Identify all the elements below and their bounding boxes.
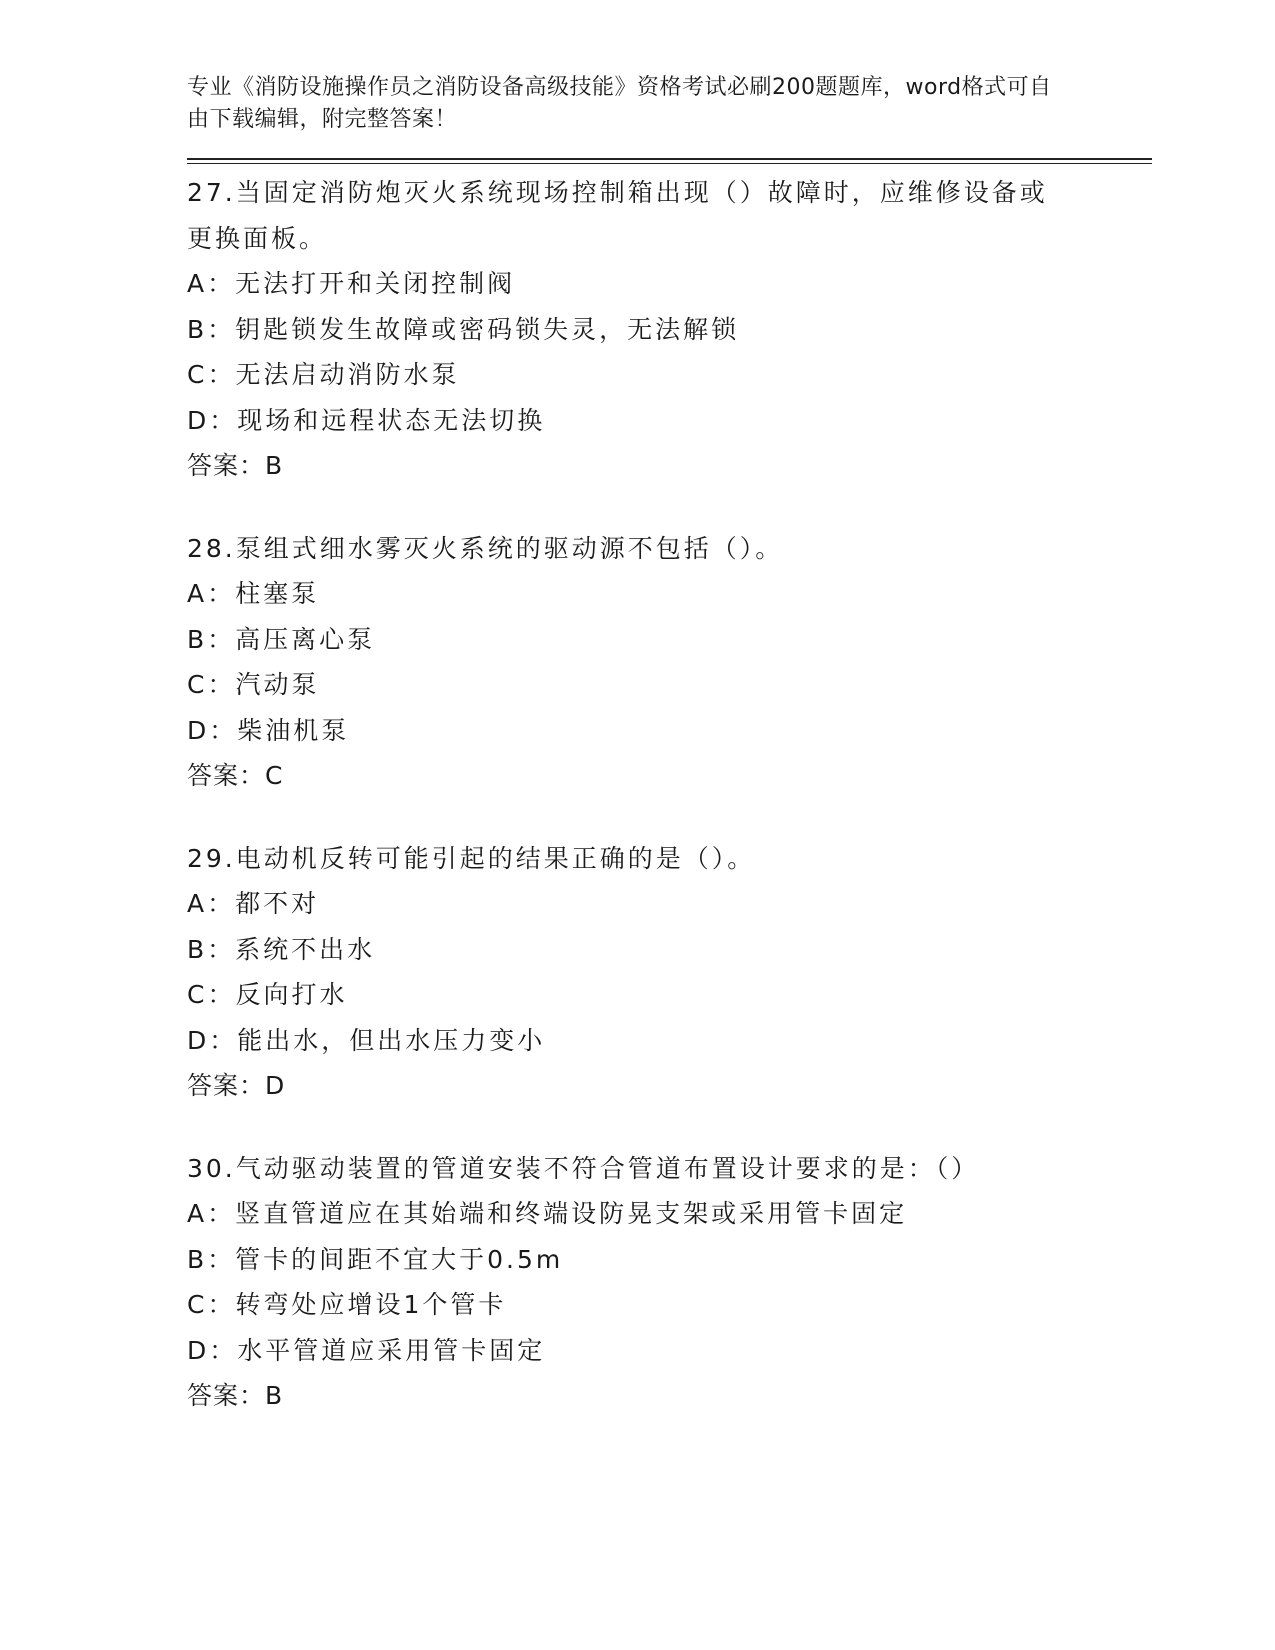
- answer-line: [187, 1373, 1147, 1419]
- answer-value: B: [265, 1381, 284, 1410]
- header-divider: [187, 158, 1152, 164]
- question-stem: 30.气动驱动装置的管道安装不符合管道布置设计要求的是：（）: [187, 1153, 980, 1183]
- answer-label: 答案：: [187, 1381, 266, 1410]
- question-stem: 28.泵组式细水雾灭火系统的驱动源不包括（）。: [187, 533, 784, 563]
- option-b: B：管卡的间距不宜大于0.5m: [187, 1244, 564, 1274]
- document-page: [187, 72, 1147, 1456]
- answer-label: 答案：: [187, 451, 266, 480]
- answer-value: B: [265, 451, 284, 480]
- question-28: [187, 526, 1147, 799]
- answer-line: [187, 753, 1147, 799]
- option-a: A：竖直管道应在其始端和终端设防晃支架或采用管卡固定: [187, 1199, 908, 1228]
- option-c: C：反向打水: [187, 980, 348, 1009]
- option-b: B：高压离心泵: [187, 624, 376, 654]
- question-29: [187, 836, 1147, 1109]
- answer-label: 答案：: [187, 761, 266, 790]
- option-d: D：现场和远程状态无法切换: [187, 405, 546, 435]
- answer-line: [187, 443, 1147, 489]
- option-b: B：系统不出水: [187, 934, 376, 964]
- option-a: A：无法打开和关闭控制阀: [187, 269, 516, 298]
- option-c: C：无法启动消防水泵: [187, 360, 460, 389]
- option-c: C：转弯处应增设1个管卡: [187, 1290, 507, 1319]
- option-d: D：柴油机泵: [187, 715, 350, 745]
- question-stem: 27.当固定消防炮灭火系统现场控制箱出现（）故障时，应维修设备或更换面板。: [187, 178, 1048, 253]
- answer-value: C: [265, 761, 284, 790]
- question-27: [187, 170, 1147, 489]
- option-a: A：都不对: [187, 889, 320, 918]
- answer-label: 答案：: [187, 1071, 266, 1100]
- option-d: D：水平管道应采用管卡固定: [187, 1335, 546, 1365]
- question-30: [187, 1146, 1147, 1419]
- option-a: A：柱塞泵: [187, 579, 320, 608]
- document-header: 专业《消防设施操作员之消防设备高级技能》资格考试必刷200题题库，word格式可自由下载编辑，附完整答案！: [187, 75, 1052, 132]
- answer-line: [187, 1063, 1147, 1109]
- answer-value: D: [265, 1071, 286, 1100]
- option-c: C：汽动泵: [187, 670, 320, 699]
- question-stem: 29.电动机反转可能引起的结果正确的是（）。: [187, 843, 756, 873]
- option-b: B：钥匙锁发生故障或密码锁失灵，无法解锁: [187, 314, 740, 344]
- question-list: [187, 170, 1147, 1419]
- option-d: D：能出水，但出水压力变小: [187, 1025, 546, 1055]
